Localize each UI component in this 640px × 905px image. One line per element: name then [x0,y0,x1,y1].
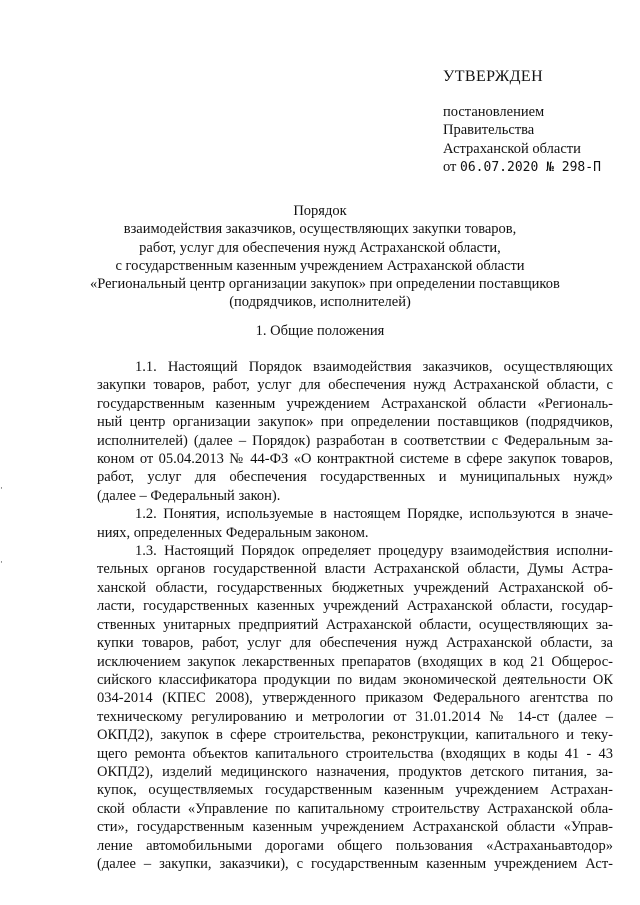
paragraph-line: ской области «Управление по капитальному строительству Астраханской обла- [97,800,613,817]
title-line: с государственным казенным учреждением Астраханской области [115,257,525,274]
document-title [90,202,560,312]
paragraph-line: ниях, определенных Федеральным законом. [97,524,369,541]
approval-block [443,68,633,178]
paragraph-line: купок, осуществляемых государственным казенным учреждением Астрахан- [97,782,613,799]
paragraph-line: закупки товаров, работ, услуг для обеспечения нужд Астраханской области, с [97,377,613,394]
paragraph-line: ный центр организации закупок» при определении поставщиков (подрядчиков, [97,414,613,431]
paragraph-line: работ, услуг для обеспечения государственных и муниципальных нужд» [97,469,613,486]
title-line: взаимодействия заказчиков, осуществляющих закупки товаров, [123,221,517,238]
margin-tick: · [0,484,3,494]
paragraph-line: (далее – закупки, заказчики), с государственным казенным учреждением Аст- [97,855,613,872]
paragraph-line: тельных органов государственной власти Астраханской области, Думы Астра- [97,561,613,578]
title-line: Порядок [293,203,347,219]
paragraph-line: исполнителей) (далее – Порядок) разработан в соответствии с Федеральным за- [97,432,613,449]
approval-line: Правительства [443,122,535,138]
paragraph-line: щего ремонта объектов капитального строительства (входящих в коды 41 - 43 [97,745,613,762]
paragraph-line: ление автомобильными дорогами общего пользования «Астраханьавтодор» [97,837,613,854]
paragraph-line: сти», государственным казенным учреждением Астраханской области «Управ- [97,819,613,836]
title-line: (подрядчиков, исполнителей) [229,294,411,311]
paragraph-line: техническому регулированию и метрологии от 31.01.2014 № 14-ст (далее – [97,708,613,725]
approval-line: постановлением [443,103,545,120]
section-heading: 1. Общие положения [255,323,385,339]
body-text [97,358,613,873]
paragraph-line: 1.3. Настоящий Порядок определяет процедуру взаимодействия исполни- [135,543,613,560]
paragraph-line: исключением закупок лекарственных препаратов (входящих в код 21 Общерос- [97,653,613,670]
paragraph-line: 034-2014 (КПЕС 2008), утвержденного приказом Федерального агентства по [97,690,613,707]
paragraph-line: купки товаров, работ, услуг для обеспечения нужд Астраханской области, за [97,635,613,652]
paragraph-line: ственных унитарных предприятий Астраханской области, осуществляющих за- [97,616,613,633]
margin-tick: · [0,558,3,568]
title-line: работ, услуг для обеспечения нужд Астраханской области, [139,239,501,256]
paragraph-line: 1.2. Понятия, используемые в настоящем Порядке, используются в значе- [135,506,613,523]
paragraph-line: 1.1. Настоящий Порядок взаимодействия заказчиков, осуществляющих [135,359,613,375]
paragraph-line: ханской области, государственных бюджетных учреждений Астраханской об- [97,579,613,596]
title-line: «Региональный центр организации закупок» при определении поставщиков [90,276,560,293]
paragraph-line: ОКПД2), изделий медицинского назначения, продуктов детского питания, за- [97,763,613,780]
paragraph-line: ласти, государственных казенных учреждений Астраханской области, государ- [97,598,613,615]
paragraph-line: сийского классификатора продукции по видам экономической деятельности ОК [97,671,613,688]
paragraph-line: коном от 05.04.2013 № 44-ФЗ «О контрактной системе в сфере закупок товаров, [97,451,613,468]
approval-heading: УТВЕРЖДЕН [443,68,544,85]
paragraph-line: ОКПД2), закупок в сфере строительства, реконструкции, капитального и теку- [97,727,613,744]
approval-date [443,158,633,178]
approval-date-stamp: 06.07.2020 № 298-П [460,160,601,175]
approval-line: Астраханской области [443,140,581,157]
paragraph-line: (далее – Федеральный закон). [97,487,281,504]
paragraph-line: государственным казенным учреждением Астраханской области «Региональ- [97,395,613,412]
approval-date-prefix: от [443,159,461,175]
